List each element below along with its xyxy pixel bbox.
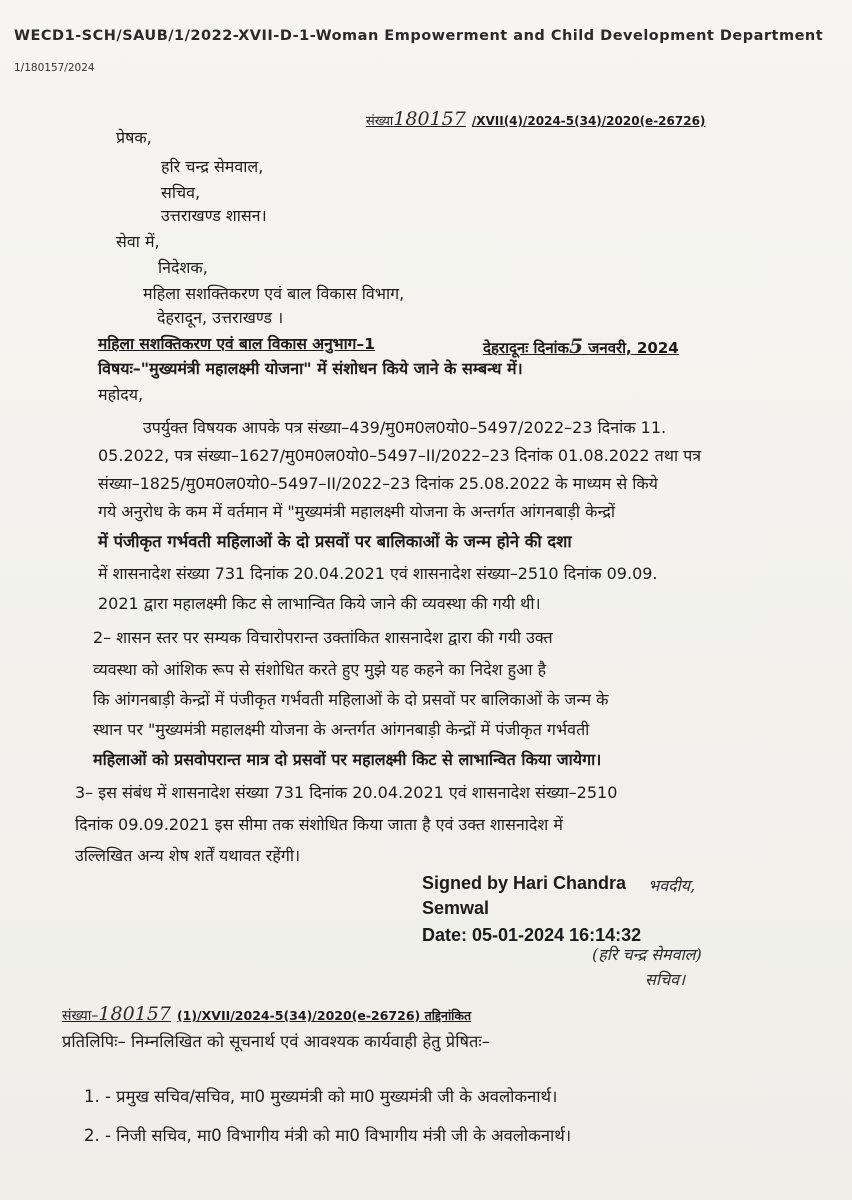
digital-signature-surname: Semwal bbox=[422, 898, 490, 918]
copy-intro: प्रतिलिपिः– निम्नलिखित को सूचनार्थ एवं आवश्यक कार्यवाही हेतु प्रेषितः– bbox=[62, 1032, 490, 1051]
para1-line: उपर्युक्त विषयक आपके पत्र संख्या–439/मु0म0ल0यो0–5497/2022–23 दिनांक 11. bbox=[143, 418, 667, 437]
date-suffix: जनवरी, 2024 bbox=[588, 339, 679, 357]
para2-line: व्यवस्था को आंशिक रूप से संशोधित करते हुए मुझे यह कहने का निदेश हुआ है bbox=[93, 660, 547, 679]
reference-number bbox=[366, 109, 705, 132]
digital-signature-date: Date: 05-01-2024 16:14:32 bbox=[422, 925, 642, 945]
recipient-label: सेवा में, bbox=[116, 232, 160, 251]
copy-handwritten-number: 180157 bbox=[98, 1003, 171, 1025]
para1-line: 2021 द्वारा महालक्ष्मी किट से लाभान्वित किये जाने की व्यवस्था की गयी थी। bbox=[98, 594, 541, 613]
copy-reference-suffix: (1)/XVII/2024-5(34)/2020(e-26726) तद्दिनांकित bbox=[176, 1008, 472, 1023]
para1-line: में पंजीकृत गर्भवती महिलाओं के दो प्रसवों पर बालिकाओं के जन्म होने की दशा bbox=[98, 532, 572, 551]
para1-line: संख्या–1825/मु0म0ल0यो0–5497–II/2022–23 दिनांक 25.08.2022 के माध्यम से किये bbox=[98, 474, 658, 493]
sender-designation: सचिव, bbox=[161, 183, 201, 202]
para2-line: 2– शासन स्तर पर सम्यक विचारोपरान्त उक्तांकित शासनादेश द्वारा की गयी उक्त bbox=[93, 628, 553, 647]
subject-line: विषयः–"मुख्यमंत्री महालक्ष्मी योजना" में संशोधन किये जाने के सम्बन्ध में। bbox=[98, 359, 523, 378]
para2-line: कि आंगनबाड़ी केन्द्रों में पंजीकृत गर्भवती महिलाओं के दो प्रसवों पर बालिकाओं के जन्म के bbox=[93, 690, 609, 709]
copy-list-item: 2. - निजी सचिव, मा0 विभागीय मंत्री को मा0 विभागीय मंत्री जी के अवलोकनार्थ। bbox=[84, 1126, 572, 1145]
bhavdiya-text: भवदीय, bbox=[648, 876, 696, 895]
recipient-title: निदेशक, bbox=[158, 258, 208, 277]
digital-signature-name: Signed by Hari Chandra bbox=[422, 873, 627, 893]
recipient-department: महिला सशक्तिकरण एवं बाल विकास विभाग, bbox=[143, 284, 405, 303]
reference-label: संख्या bbox=[366, 114, 394, 129]
recipient-place: देहरादून, उत्तराखण्ड । bbox=[157, 308, 284, 327]
sender-office: उत्तराखण्ड शासन। bbox=[161, 206, 267, 225]
date-handwritten-day: 5 bbox=[569, 334, 583, 358]
department-header: WECD1-SCH/SAUB/1/2022-XVII-D-1-Woman Empowerment and Child Development Department bbox=[14, 28, 824, 44]
signatory-name: (हरि चन्द्र सेमवाल) bbox=[592, 945, 702, 964]
sender-name: हरि चन्द्र सेमवाल, bbox=[161, 157, 264, 176]
para1-line: में शासनादेश संख्या 731 दिनांक 20.04.2021 एवं शासनादेश संख्या–2510 दिनांक 09.09. bbox=[98, 564, 658, 583]
reference-suffix: /XVII(4)/2024-5(34)/2020(e-26726) bbox=[471, 114, 706, 128]
letter-date bbox=[483, 336, 679, 358]
para1-line: गये अनुरोध के कम में वर्तमान में "मुख्यमंत्री महालक्ष्मी योजना के अन्तर्गत आंगनबाड़ी केन्द्रों bbox=[98, 502, 616, 521]
signatory-designation: सचिव। bbox=[645, 970, 686, 989]
section-name: महिला सशक्तिकरण एवं बाल विकास अनुभाग–1 bbox=[98, 335, 375, 353]
file-number: 1/180157/2024 bbox=[14, 62, 95, 74]
para3-line: उल्लिखित अन्य शेष शर्तें यथावत रहेंगी। bbox=[75, 846, 301, 865]
reference-handwritten-number: 180157 bbox=[393, 108, 466, 130]
sender-label: प्रेषक, bbox=[116, 128, 152, 147]
date-prefix: देहरादूनः दिनांक bbox=[483, 339, 570, 357]
copy-list-item: 1. - प्रमुख सचिव/सचिव, मा0 मुख्यमंत्री को मा0 मुख्यमंत्री जी के अवलोकनार्थ। bbox=[84, 1087, 558, 1106]
para3-line: दिनांक 09.09.2021 इस सीमा तक संशोधित किया जाता है एवं उक्त शासनादेश में bbox=[75, 815, 563, 834]
salutation: महोदय, bbox=[98, 385, 144, 404]
para2-line: महिलाओं को प्रसवोपरान्त मात्र दो प्रसवों पर महालक्ष्मी किट से लाभान्वित किया जायेगा। bbox=[93, 750, 602, 769]
para2-line: स्थान पर "मुख्यमंत्री महालक्ष्मी योजना के अन्तर्गत आंगनबाड़ी केन्द्रों में पंजीकृत गर्भवती bbox=[93, 720, 590, 739]
para1-line: 05.2022, पत्र संख्या–1627/मु0म0ल0यो0–5497–II/2022–23 दिनांक 01.08.2022 तथा पत्र bbox=[98, 446, 702, 465]
para3-line: 3– इस संबंध में शासनादेश संख्या 731 दिनांक 20.04.2021 एवं शासनादेश संख्या–2510 bbox=[75, 783, 618, 802]
copy-reference bbox=[62, 1004, 471, 1026]
copy-reference-label: संख्या– bbox=[62, 1008, 99, 1024]
